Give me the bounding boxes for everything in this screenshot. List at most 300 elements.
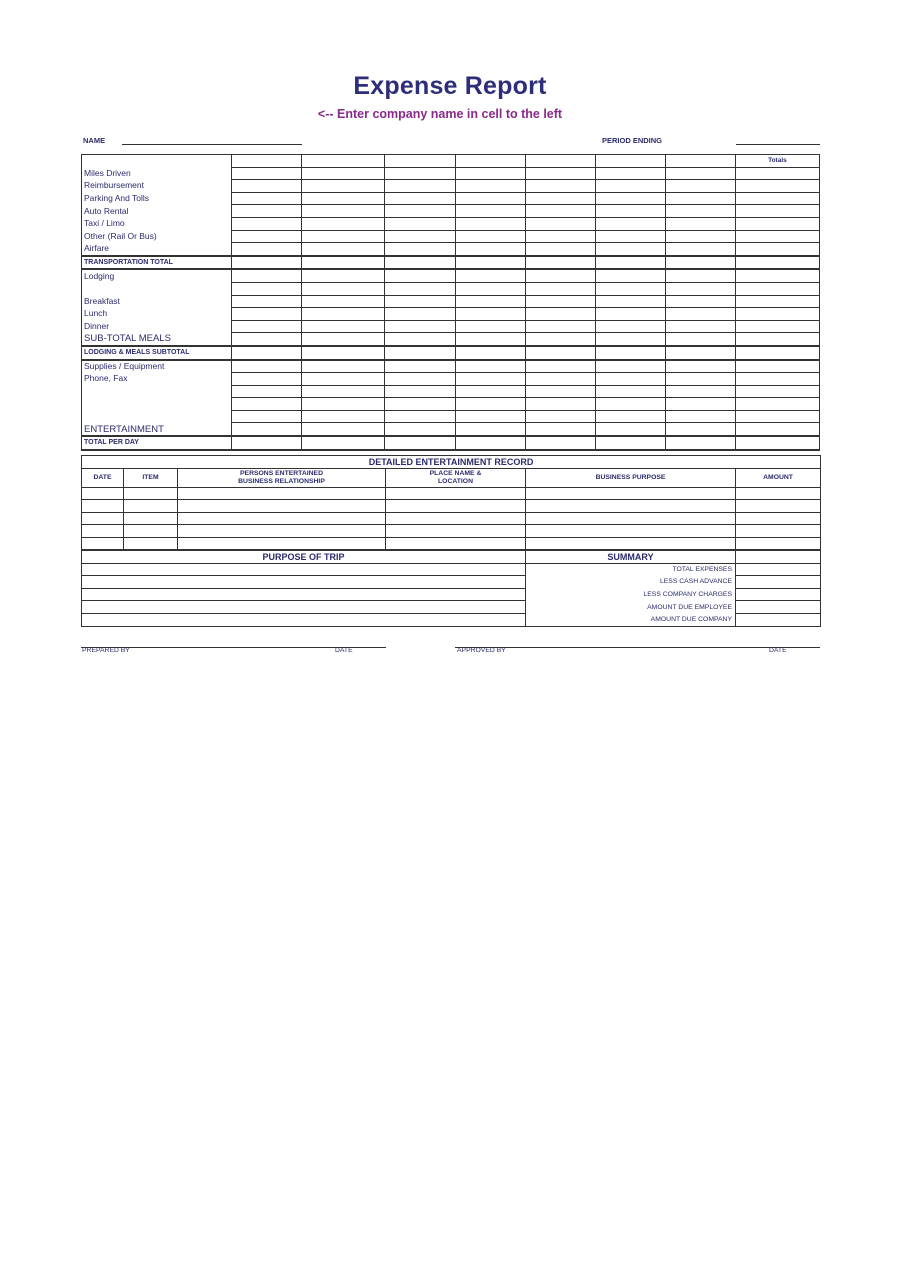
total-cell[interactable] bbox=[735, 333, 819, 346]
period-ending-label: PERIOD ENDING bbox=[602, 136, 663, 145]
cell[interactable] bbox=[595, 282, 665, 295]
cell[interactable] bbox=[455, 243, 525, 256]
cell[interactable] bbox=[302, 180, 385, 193]
cell[interactable] bbox=[385, 282, 455, 295]
cell[interactable] bbox=[455, 436, 525, 450]
cell[interactable] bbox=[665, 436, 735, 450]
purpose-line[interactable] bbox=[82, 613, 526, 626]
col-persons-line2: BUSINESS RELATIONSHIP bbox=[238, 478, 325, 485]
total-cell[interactable] bbox=[735, 373, 819, 386]
cell[interactable] bbox=[82, 500, 124, 512]
lodging-meals-subtotal-row bbox=[82, 346, 820, 360]
summary-total-expenses-label: TOTAL EXPENSES bbox=[526, 563, 736, 576]
cell[interactable] bbox=[386, 537, 526, 549]
row-label-blank bbox=[82, 385, 232, 398]
cell[interactable] bbox=[178, 500, 386, 512]
col-place-line1: PLACE NAME & bbox=[429, 470, 482, 477]
cell[interactable] bbox=[232, 373, 302, 386]
cell[interactable] bbox=[525, 243, 595, 256]
entertainment-header-row bbox=[82, 469, 821, 488]
cell[interactable] bbox=[525, 320, 595, 333]
total-cell[interactable] bbox=[735, 205, 819, 218]
day-cell[interactable] bbox=[455, 155, 525, 168]
grid-row bbox=[82, 167, 820, 180]
cell[interactable] bbox=[525, 410, 595, 423]
cell[interactable] bbox=[455, 360, 525, 373]
entertainment-row bbox=[82, 500, 821, 512]
total-cell[interactable] bbox=[735, 423, 819, 436]
purpose-of-trip-caption: PURPOSE OF TRIP bbox=[82, 551, 526, 564]
total-cell[interactable] bbox=[735, 295, 819, 308]
col-place bbox=[386, 469, 526, 488]
col-place-line2: LOCATION bbox=[438, 478, 473, 485]
grid-header-row bbox=[82, 155, 820, 168]
cell[interactable] bbox=[665, 192, 735, 205]
grid-row bbox=[82, 282, 820, 295]
cell[interactable] bbox=[302, 282, 385, 295]
cell[interactable] bbox=[525, 269, 595, 282]
cell[interactable] bbox=[525, 295, 595, 308]
cell[interactable] bbox=[385, 308, 455, 321]
summary-cash-advance-value[interactable] bbox=[736, 576, 821, 589]
cell[interactable] bbox=[302, 346, 385, 360]
cell[interactable] bbox=[525, 205, 595, 218]
total-cell[interactable] bbox=[735, 436, 819, 450]
approved-by-label: APPROVED BY bbox=[457, 647, 506, 654]
day-cell[interactable] bbox=[595, 155, 665, 168]
cell[interactable] bbox=[385, 192, 455, 205]
cell[interactable] bbox=[385, 346, 455, 360]
cell[interactable] bbox=[526, 500, 736, 512]
cell[interactable] bbox=[665, 333, 735, 346]
cell[interactable] bbox=[595, 385, 665, 398]
row-label-dinner: Dinner bbox=[82, 320, 232, 333]
cell[interactable] bbox=[525, 436, 595, 450]
cell[interactable] bbox=[385, 385, 455, 398]
cell[interactable] bbox=[385, 320, 455, 333]
cell[interactable] bbox=[525, 360, 595, 373]
summary-company-charges-label: LESS COMPANY CHARGES bbox=[526, 588, 736, 601]
cell[interactable] bbox=[595, 373, 665, 386]
cell[interactable] bbox=[665, 295, 735, 308]
cell[interactable] bbox=[385, 333, 455, 346]
cell[interactable] bbox=[665, 282, 735, 295]
cell[interactable] bbox=[385, 423, 455, 436]
cell[interactable] bbox=[232, 295, 302, 308]
row-label-auto-rental: Auto Rental bbox=[82, 205, 232, 218]
cell[interactable] bbox=[665, 269, 735, 282]
cell[interactable] bbox=[385, 256, 455, 270]
cell[interactable] bbox=[665, 180, 735, 193]
cell[interactable] bbox=[385, 360, 455, 373]
entertainment-row bbox=[82, 525, 821, 537]
cell[interactable] bbox=[232, 436, 302, 450]
cell[interactable] bbox=[302, 167, 385, 180]
cell[interactable] bbox=[665, 346, 735, 360]
grid-corner bbox=[82, 155, 232, 168]
entertainment-caption-row bbox=[82, 456, 821, 469]
cell[interactable] bbox=[595, 180, 665, 193]
cell[interactable] bbox=[455, 295, 525, 308]
cell[interactable] bbox=[525, 423, 595, 436]
cell[interactable] bbox=[595, 217, 665, 230]
cell[interactable] bbox=[385, 180, 455, 193]
cell[interactable] bbox=[526, 525, 736, 537]
cell[interactable] bbox=[455, 308, 525, 321]
cell[interactable] bbox=[455, 282, 525, 295]
summary-caption: SUMMARY bbox=[526, 551, 736, 564]
cell[interactable] bbox=[525, 192, 595, 205]
entertainment-record-table bbox=[81, 455, 821, 550]
cell[interactable] bbox=[595, 320, 665, 333]
grid-row bbox=[82, 308, 820, 321]
cell[interactable] bbox=[595, 398, 665, 411]
cell[interactable] bbox=[124, 488, 178, 500]
total-cell[interactable] bbox=[735, 192, 819, 205]
entertainment-row bbox=[82, 488, 821, 500]
summary-row bbox=[82, 588, 821, 601]
total-per-day-label: TOTAL PER DAY bbox=[82, 436, 232, 450]
col-persons-line1: PERSONS ENTERTAINED bbox=[240, 470, 323, 477]
cell[interactable] bbox=[232, 269, 302, 282]
cell[interactable] bbox=[232, 282, 302, 295]
cell[interactable] bbox=[385, 398, 455, 411]
summary-row bbox=[82, 563, 821, 576]
row-label-taxi: Taxi / Limo bbox=[82, 217, 232, 230]
cell[interactable] bbox=[665, 167, 735, 180]
cell[interactable] bbox=[665, 205, 735, 218]
cell[interactable] bbox=[232, 217, 302, 230]
approved-by-line[interactable] bbox=[455, 647, 820, 648]
cell[interactable] bbox=[232, 243, 302, 256]
cell[interactable] bbox=[386, 525, 526, 537]
cell[interactable] bbox=[455, 398, 525, 411]
purpose-line[interactable] bbox=[82, 588, 526, 601]
cell[interactable] bbox=[455, 320, 525, 333]
cell[interactable] bbox=[525, 217, 595, 230]
summary-company-charges-value[interactable] bbox=[736, 588, 821, 601]
cell[interactable] bbox=[124, 500, 178, 512]
day-cell[interactable] bbox=[525, 155, 595, 168]
cell[interactable] bbox=[525, 385, 595, 398]
total-cell[interactable] bbox=[735, 282, 819, 295]
cell[interactable] bbox=[82, 525, 124, 537]
cell[interactable] bbox=[385, 230, 455, 243]
company-name-hint: <-- Enter company name in cell to the left bbox=[317, 107, 563, 121]
cell[interactable] bbox=[302, 269, 385, 282]
cell[interactable] bbox=[124, 512, 178, 524]
cell[interactable] bbox=[455, 385, 525, 398]
row-label-supplies: Supplies / Equipment bbox=[82, 360, 232, 373]
total-per-day-row bbox=[82, 436, 820, 450]
total-cell[interactable] bbox=[735, 180, 819, 193]
cell[interactable] bbox=[595, 308, 665, 321]
cell[interactable] bbox=[525, 256, 595, 270]
cell[interactable] bbox=[526, 537, 736, 549]
cell[interactable] bbox=[665, 373, 735, 386]
cell[interactable] bbox=[455, 192, 525, 205]
cell[interactable] bbox=[455, 167, 525, 180]
cell[interactable] bbox=[455, 346, 525, 360]
cell[interactable] bbox=[232, 423, 302, 436]
summary-cash-advance-label: LESS CASH ADVANCE bbox=[526, 576, 736, 589]
cell[interactable] bbox=[526, 512, 736, 524]
cell[interactable] bbox=[124, 525, 178, 537]
summary-total-expenses-value[interactable] bbox=[736, 563, 821, 576]
totals-header: Totals bbox=[735, 155, 819, 168]
row-label-reimbursement: Reimbursement bbox=[82, 180, 232, 193]
cell[interactable] bbox=[124, 537, 178, 549]
cell[interactable] bbox=[736, 500, 821, 512]
cell[interactable] bbox=[232, 346, 302, 360]
prepared-by-label: PREPARED BY bbox=[82, 647, 130, 654]
cell[interactable] bbox=[595, 346, 665, 360]
cell[interactable] bbox=[386, 500, 526, 512]
prepared-date-label: DATE bbox=[335, 647, 353, 654]
cell[interactable] bbox=[385, 269, 455, 282]
cell[interactable] bbox=[665, 320, 735, 333]
grid-row bbox=[82, 295, 820, 308]
cell[interactable] bbox=[455, 333, 525, 346]
grid-row bbox=[82, 360, 820, 373]
row-label-lunch: Lunch bbox=[82, 308, 232, 321]
grid-row bbox=[82, 192, 820, 205]
cell[interactable] bbox=[595, 256, 665, 270]
cell[interactable] bbox=[736, 488, 821, 500]
cell[interactable] bbox=[665, 256, 735, 270]
grid-row bbox=[82, 410, 820, 423]
cell[interactable] bbox=[595, 423, 665, 436]
cell[interactable] bbox=[525, 230, 595, 243]
cell[interactable] bbox=[302, 308, 385, 321]
row-label-subtotal-meals: SUB-TOTAL MEALS bbox=[82, 333, 232, 346]
summary-due-company-value[interactable] bbox=[736, 613, 821, 626]
cell[interactable] bbox=[455, 410, 525, 423]
name-field[interactable] bbox=[122, 144, 302, 145]
cell[interactable] bbox=[232, 230, 302, 243]
cell[interactable] bbox=[302, 436, 385, 450]
cell[interactable] bbox=[595, 205, 665, 218]
cell[interactable] bbox=[232, 333, 302, 346]
cell[interactable] bbox=[178, 488, 386, 500]
col-amount: AMOUNT bbox=[736, 469, 821, 488]
cell[interactable] bbox=[525, 398, 595, 411]
total-cell[interactable] bbox=[735, 217, 819, 230]
cell[interactable] bbox=[302, 320, 385, 333]
cell[interactable] bbox=[302, 360, 385, 373]
cell[interactable] bbox=[82, 512, 124, 524]
cell[interactable] bbox=[302, 410, 385, 423]
total-cell[interactable] bbox=[735, 256, 819, 270]
cell[interactable] bbox=[525, 308, 595, 321]
day-cell[interactable] bbox=[385, 155, 455, 168]
cell[interactable] bbox=[595, 333, 665, 346]
summary-due-employee-value[interactable] bbox=[736, 601, 821, 614]
grid-row bbox=[82, 243, 820, 256]
cell[interactable] bbox=[302, 256, 385, 270]
total-cell[interactable] bbox=[735, 320, 819, 333]
purpose-line[interactable] bbox=[82, 601, 526, 614]
total-cell[interactable] bbox=[735, 243, 819, 256]
cell[interactable] bbox=[455, 217, 525, 230]
cell[interactable] bbox=[232, 385, 302, 398]
name-label: NAME bbox=[83, 136, 106, 145]
row-label-blank bbox=[82, 410, 232, 423]
cell[interactable] bbox=[736, 537, 821, 549]
row-label-blank bbox=[82, 282, 232, 295]
cell[interactable] bbox=[385, 295, 455, 308]
purpose-line[interactable] bbox=[82, 576, 526, 589]
cell[interactable] bbox=[302, 295, 385, 308]
cell[interactable] bbox=[595, 243, 665, 256]
cell[interactable] bbox=[232, 180, 302, 193]
col-business-purpose: BUSINESS PURPOSE bbox=[526, 469, 736, 488]
purpose-summary-table bbox=[81, 550, 821, 627]
cell[interactable] bbox=[302, 373, 385, 386]
cell[interactable] bbox=[82, 488, 124, 500]
total-cell[interactable] bbox=[735, 385, 819, 398]
grid-row bbox=[82, 269, 820, 282]
entertainment-row bbox=[82, 537, 821, 549]
cell[interactable] bbox=[302, 398, 385, 411]
cell[interactable] bbox=[455, 205, 525, 218]
cell[interactable] bbox=[82, 537, 124, 549]
cell[interactable] bbox=[232, 167, 302, 180]
cell[interactable] bbox=[232, 308, 302, 321]
cell[interactable] bbox=[595, 269, 665, 282]
cell[interactable] bbox=[665, 217, 735, 230]
col-date: DATE bbox=[82, 469, 124, 488]
day-cell[interactable] bbox=[232, 155, 302, 168]
cell[interactable] bbox=[595, 436, 665, 450]
cell[interactable] bbox=[302, 385, 385, 398]
cell[interactable] bbox=[455, 230, 525, 243]
cell[interactable] bbox=[232, 205, 302, 218]
cell[interactable] bbox=[178, 525, 386, 537]
cell[interactable] bbox=[385, 436, 455, 450]
cell[interactable] bbox=[525, 167, 595, 180]
cell[interactable] bbox=[595, 192, 665, 205]
total-cell[interactable] bbox=[735, 230, 819, 243]
cell[interactable] bbox=[178, 512, 386, 524]
cell[interactable] bbox=[385, 373, 455, 386]
cell[interactable] bbox=[455, 269, 525, 282]
cell[interactable] bbox=[232, 398, 302, 411]
cell[interactable] bbox=[302, 192, 385, 205]
grid-row bbox=[82, 320, 820, 333]
grid-row bbox=[82, 385, 820, 398]
total-cell[interactable] bbox=[735, 398, 819, 411]
cell[interactable] bbox=[385, 167, 455, 180]
row-label-lodging: Lodging bbox=[82, 269, 232, 282]
summary-row bbox=[82, 613, 821, 626]
cell[interactable] bbox=[385, 205, 455, 218]
cell[interactable] bbox=[595, 295, 665, 308]
cell[interactable] bbox=[232, 256, 302, 270]
grid-row bbox=[82, 373, 820, 386]
grid-row bbox=[82, 217, 820, 230]
cell[interactable] bbox=[455, 373, 525, 386]
grid-row bbox=[82, 398, 820, 411]
total-cell[interactable] bbox=[735, 308, 819, 321]
summary-caption-blank bbox=[736, 551, 821, 564]
cell[interactable] bbox=[525, 333, 595, 346]
day-cell[interactable] bbox=[665, 155, 735, 168]
period-ending-field[interactable] bbox=[736, 144, 820, 145]
cell[interactable] bbox=[595, 167, 665, 180]
cell[interactable] bbox=[665, 385, 735, 398]
grid-row bbox=[82, 180, 820, 193]
total-cell[interactable] bbox=[735, 346, 819, 360]
row-label-entertainment: ENTERTAINMENT bbox=[82, 423, 232, 436]
row-label-blank bbox=[82, 398, 232, 411]
cell[interactable] bbox=[595, 360, 665, 373]
total-cell[interactable] bbox=[735, 167, 819, 180]
cell[interactable] bbox=[302, 230, 385, 243]
cell[interactable] bbox=[665, 423, 735, 436]
summary-row bbox=[82, 576, 821, 589]
col-item: ITEM bbox=[124, 469, 178, 488]
cell[interactable] bbox=[595, 230, 665, 243]
total-cell[interactable] bbox=[735, 410, 819, 423]
report-title: Expense Report bbox=[353, 72, 547, 100]
row-label-parking: Parking And Tolls bbox=[82, 192, 232, 205]
cell[interactable] bbox=[232, 320, 302, 333]
cell[interactable] bbox=[302, 333, 385, 346]
cell[interactable] bbox=[525, 373, 595, 386]
cell[interactable] bbox=[385, 217, 455, 230]
cell[interactable] bbox=[302, 423, 385, 436]
cell[interactable] bbox=[736, 512, 821, 524]
cell[interactable] bbox=[525, 346, 595, 360]
cell[interactable] bbox=[455, 423, 525, 436]
cell[interactable] bbox=[455, 256, 525, 270]
cell[interactable] bbox=[385, 410, 455, 423]
cell[interactable] bbox=[386, 488, 526, 500]
cell[interactable] bbox=[665, 398, 735, 411]
transport-total-row bbox=[82, 256, 820, 270]
cell[interactable] bbox=[455, 180, 525, 193]
cell[interactable] bbox=[665, 243, 735, 256]
cell[interactable] bbox=[665, 230, 735, 243]
cell[interactable] bbox=[525, 282, 595, 295]
cell[interactable] bbox=[595, 410, 665, 423]
entertainment-caption: DETAILED ENTERTAINMENT RECORD bbox=[82, 456, 821, 469]
day-cell[interactable] bbox=[302, 155, 385, 168]
grid-row bbox=[82, 333, 820, 346]
cell[interactable] bbox=[526, 488, 736, 500]
cell[interactable] bbox=[232, 192, 302, 205]
cell[interactable] bbox=[302, 243, 385, 256]
total-cell[interactable] bbox=[735, 360, 819, 373]
cell[interactable] bbox=[665, 360, 735, 373]
cell[interactable] bbox=[385, 243, 455, 256]
purpose-line[interactable] bbox=[82, 563, 526, 576]
cell[interactable] bbox=[525, 180, 595, 193]
cell[interactable] bbox=[386, 512, 526, 524]
cell[interactable] bbox=[232, 410, 302, 423]
row-label-phone: Phone, Fax bbox=[82, 373, 232, 386]
total-cell[interactable] bbox=[735, 269, 819, 282]
cell[interactable] bbox=[665, 308, 735, 321]
grid-row bbox=[82, 230, 820, 243]
cell[interactable] bbox=[736, 525, 821, 537]
cell[interactable] bbox=[302, 217, 385, 230]
cell[interactable] bbox=[178, 537, 386, 549]
cell[interactable] bbox=[665, 410, 735, 423]
cell[interactable] bbox=[232, 360, 302, 373]
cell[interactable] bbox=[302, 205, 385, 218]
